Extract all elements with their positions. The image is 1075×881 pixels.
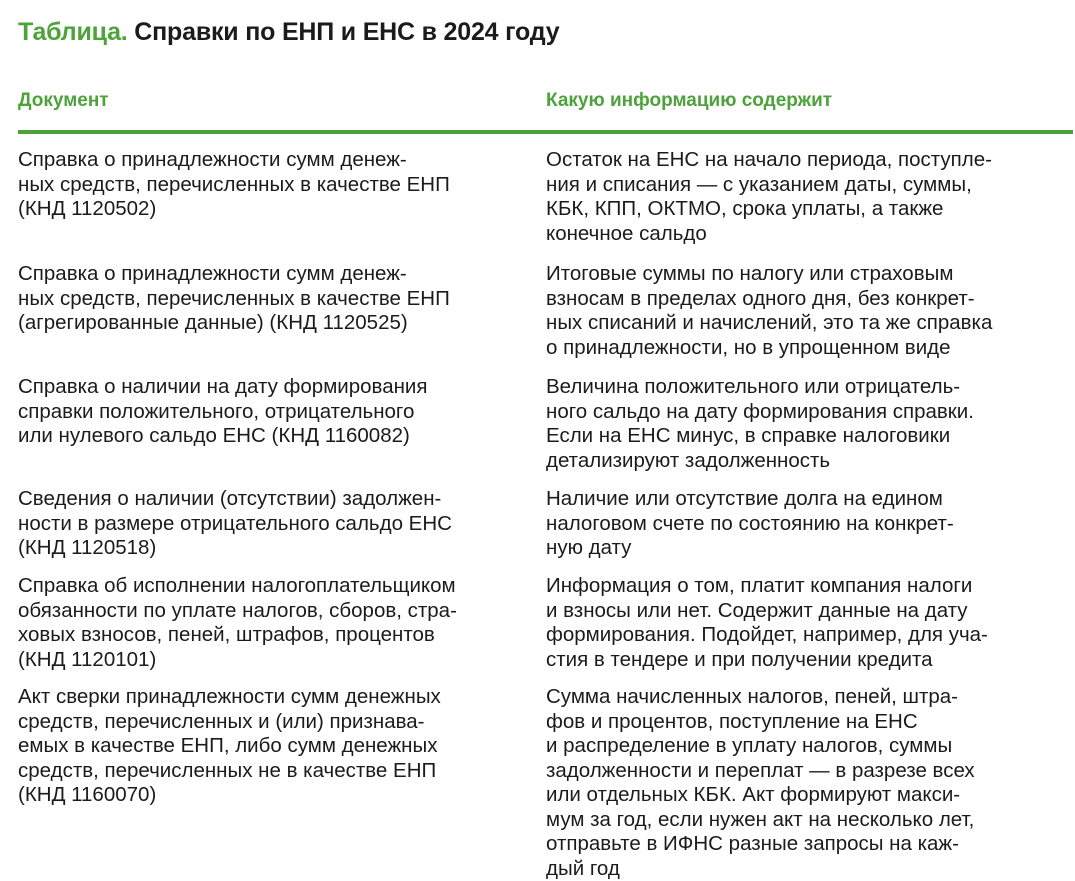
info-cell: Сумма начисленных налогов, пеней, штра- фов и процентов, поступление на ЕНС и распределение в уплату налогов, суммы задолженности и переплат — в разрезе всех или отдельных КБК. Акт формируют макси- мум за год, если нужен акт на несколько лет, отправьте в ИФНС разные запросы на каж- дый год [546, 685, 975, 880]
document-cell: Акт сверки принадлежности сумм денежных средств, перечисленных и (или) признава- емых в качестве ЕНП, либо сумм денежных средств, перечисленных не в качестве ЕНП (КНД 1160070) [18, 685, 441, 806]
info-cell: Величина положительного или отрицатель- ного сальдо на дату формирования справки. Если на ЕНС минус, в справке налоговики детализируют задолженность [546, 375, 974, 472]
table-title [18, 18, 559, 47]
info-cell: Наличие или отсутствие долга на едином налоговом счете по состоянию на конкрет- ную дату [546, 487, 954, 559]
header-info: Какую информацию содержит [546, 90, 833, 111]
table-header [18, 90, 1073, 134]
document-cell: Справка о наличии на дату формирования справки положительного, отрицательного или нулевого сальдо ЕНС (КНД 1160082) [18, 375, 428, 447]
info-cell: Информация о том, платит компания налоги и взносы или нет. Содержит данные на дату формирования. Подойдет, например, для уча- стия в тендере и при получении кредита [546, 574, 988, 671]
document-cell: Справка о принадлежности сумм денеж- ных средств, перечисленных в качестве ЕНП (КНД 1120502) [18, 148, 450, 220]
info-cell: Остаток на ЕНС на начало периода, поступле- ния и списания — с указанием даты, суммы, КБК, КПП, ОКТМО, срока уплаты, а также конечное сальдо [546, 148, 992, 245]
document-cell: Справка об исполнении налогоплательщиком обязанности по уплате налогов, сборов, стра- ховых взносов, пеней, штрафов, процентов (КНД 1120101) [18, 574, 457, 671]
info-cell: Итоговые суммы по налогу или страховым взносам в пределах одного дня, без конкрет- ных списаний и начислений, это та же справка о принадлежности, но в упрощенном виде [546, 262, 993, 359]
table-title-text: Справки по ЕНП и ЕНС в 2024 году [134, 18, 560, 46]
document-cell: Сведения о наличии (отсутствии) задолжен- ности в размере отрицательного сальдо ЕНС (КНД 1120518) [18, 487, 452, 559]
document-cell: Справка о принадлежности сумм денеж- ных средств, перечисленных в качестве ЕНП (агрегированные данные) (КНД 1120525) [18, 262, 450, 334]
header-document: Документ [18, 90, 109, 111]
table-title-label: Таблица. [18, 18, 128, 46]
